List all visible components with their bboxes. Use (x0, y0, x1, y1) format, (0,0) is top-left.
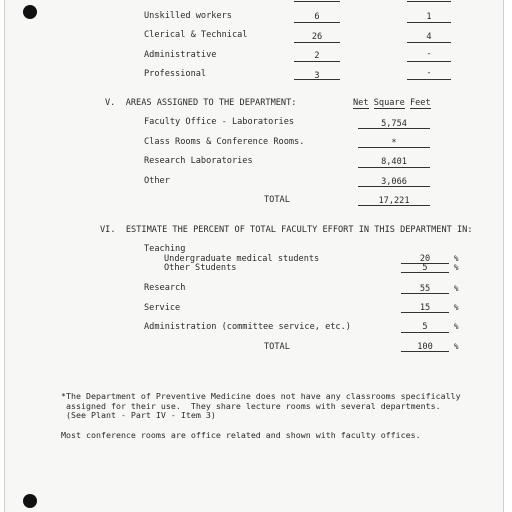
area-row-label: Class Rooms & Conference Rooms. (144, 137, 305, 147)
punch-hole-bottom (23, 494, 37, 508)
effort-row-label: Undergraduate medical students (164, 254, 320, 264)
area-row-label: Faculty Office - Laboratories (144, 117, 295, 127)
staff-row-col2-rule (407, 22, 451, 23)
staff-row-col2: 4 (426, 32, 432, 42)
staff-row-col1-rule (294, 79, 340, 80)
effort-row-rule (401, 272, 449, 273)
document-page (4, 0, 504, 512)
effort-row-rule (401, 312, 449, 313)
area-row-value: 8,401 (381, 157, 407, 167)
staff-row-col1-rule (294, 61, 340, 62)
area-row-rule (358, 147, 430, 148)
effort-row-value: 20 (419, 254, 431, 264)
area-row-rule (358, 186, 430, 187)
teaching-label: Teaching (144, 244, 186, 254)
effort-row-label: Other Students (164, 263, 237, 273)
effort-row-value: 5 (422, 263, 428, 273)
area-row-label: Research Laboratories (144, 156, 253, 166)
section-heading: V. AREAS ASSIGNED TO THE DEPARTMENT: (105, 98, 297, 108)
effort-total-label: TOTAL (264, 342, 290, 352)
staff-row-col1: 2 (314, 51, 320, 61)
area-total-rule (358, 205, 430, 206)
area-row-rule (358, 167, 430, 168)
staff-row-label: Unskilled workers (144, 11, 232, 21)
effort-row-label: Service (144, 303, 181, 313)
staff-row-col2-rule (407, 79, 451, 80)
section-heading: VI. ESTIMATE THE PERCENT OF TOTAL FACULTY EFFORT IN THIS DEPARTMENT IN: (100, 225, 473, 235)
footnote-line: Most conference rooms are office related and shown with faculty offices. (61, 430, 421, 440)
footnote-line: *The Department of Preventive Medicine does not have any classrooms specifically (61, 391, 461, 401)
area-row-value: * (391, 138, 397, 148)
column-header-word: Feet (409, 98, 431, 108)
column-header-word: Net (353, 98, 369, 108)
effort-row-unit: % (454, 322, 459, 331)
top-rule-right (407, 1, 451, 2)
effort-row-value: 5 (422, 322, 428, 332)
top-rule-left (294, 1, 340, 2)
effort-row-value: 15 (419, 303, 431, 313)
effort-row-unit: % (454, 254, 459, 263)
effort-row-unit: % (454, 303, 459, 312)
footnote-line: (See Plant - Part IV - Item 3) (61, 410, 216, 420)
staff-row-col2: - (426, 68, 432, 78)
effort-row-unit: % (454, 263, 459, 272)
effort-row-unit: % (454, 284, 459, 293)
staff-row-col2: 1 (426, 12, 432, 22)
punch-hole-top (23, 5, 37, 19)
effort-row-rule (401, 332, 449, 333)
staff-row-col2-rule (407, 61, 451, 62)
staff-row-col1-rule (294, 42, 340, 43)
area-row-rule (358, 128, 430, 129)
effort-row-value: 55 (419, 284, 431, 294)
effort-row-rule (401, 293, 449, 294)
staff-row-col1-rule (294, 22, 340, 23)
effort-total-rule (401, 351, 449, 352)
effort-total-value: 100 (417, 342, 433, 352)
area-total-label: TOTAL (264, 195, 290, 205)
column-header-word: Square (373, 98, 405, 108)
footnote-line: assigned for their use. They share lecture rooms with several departments. (61, 401, 441, 411)
effort-row-label: Research (144, 283, 186, 293)
staff-row-label: Professional (144, 69, 207, 79)
staff-row-col1: 6 (314, 12, 320, 22)
area-row-value: 3,066 (381, 177, 407, 187)
staff-row-col1: 26 (311, 32, 323, 42)
column-header (353, 98, 431, 108)
staff-row-label: Clerical & Technical (144, 30, 248, 40)
effort-total-unit: % (454, 342, 459, 351)
staff-row-label: Administrative (144, 50, 217, 60)
area-row-value: 5,754 (381, 119, 407, 129)
staff-row-col2-rule (407, 42, 451, 43)
staff-row-col2: - (426, 49, 432, 59)
effort-row-label: Administration (committee service, etc.) (144, 322, 351, 332)
area-total-value: 17,221 (378, 196, 410, 206)
staff-row-col1: 3 (314, 71, 320, 81)
area-row-label: Other (144, 176, 170, 186)
